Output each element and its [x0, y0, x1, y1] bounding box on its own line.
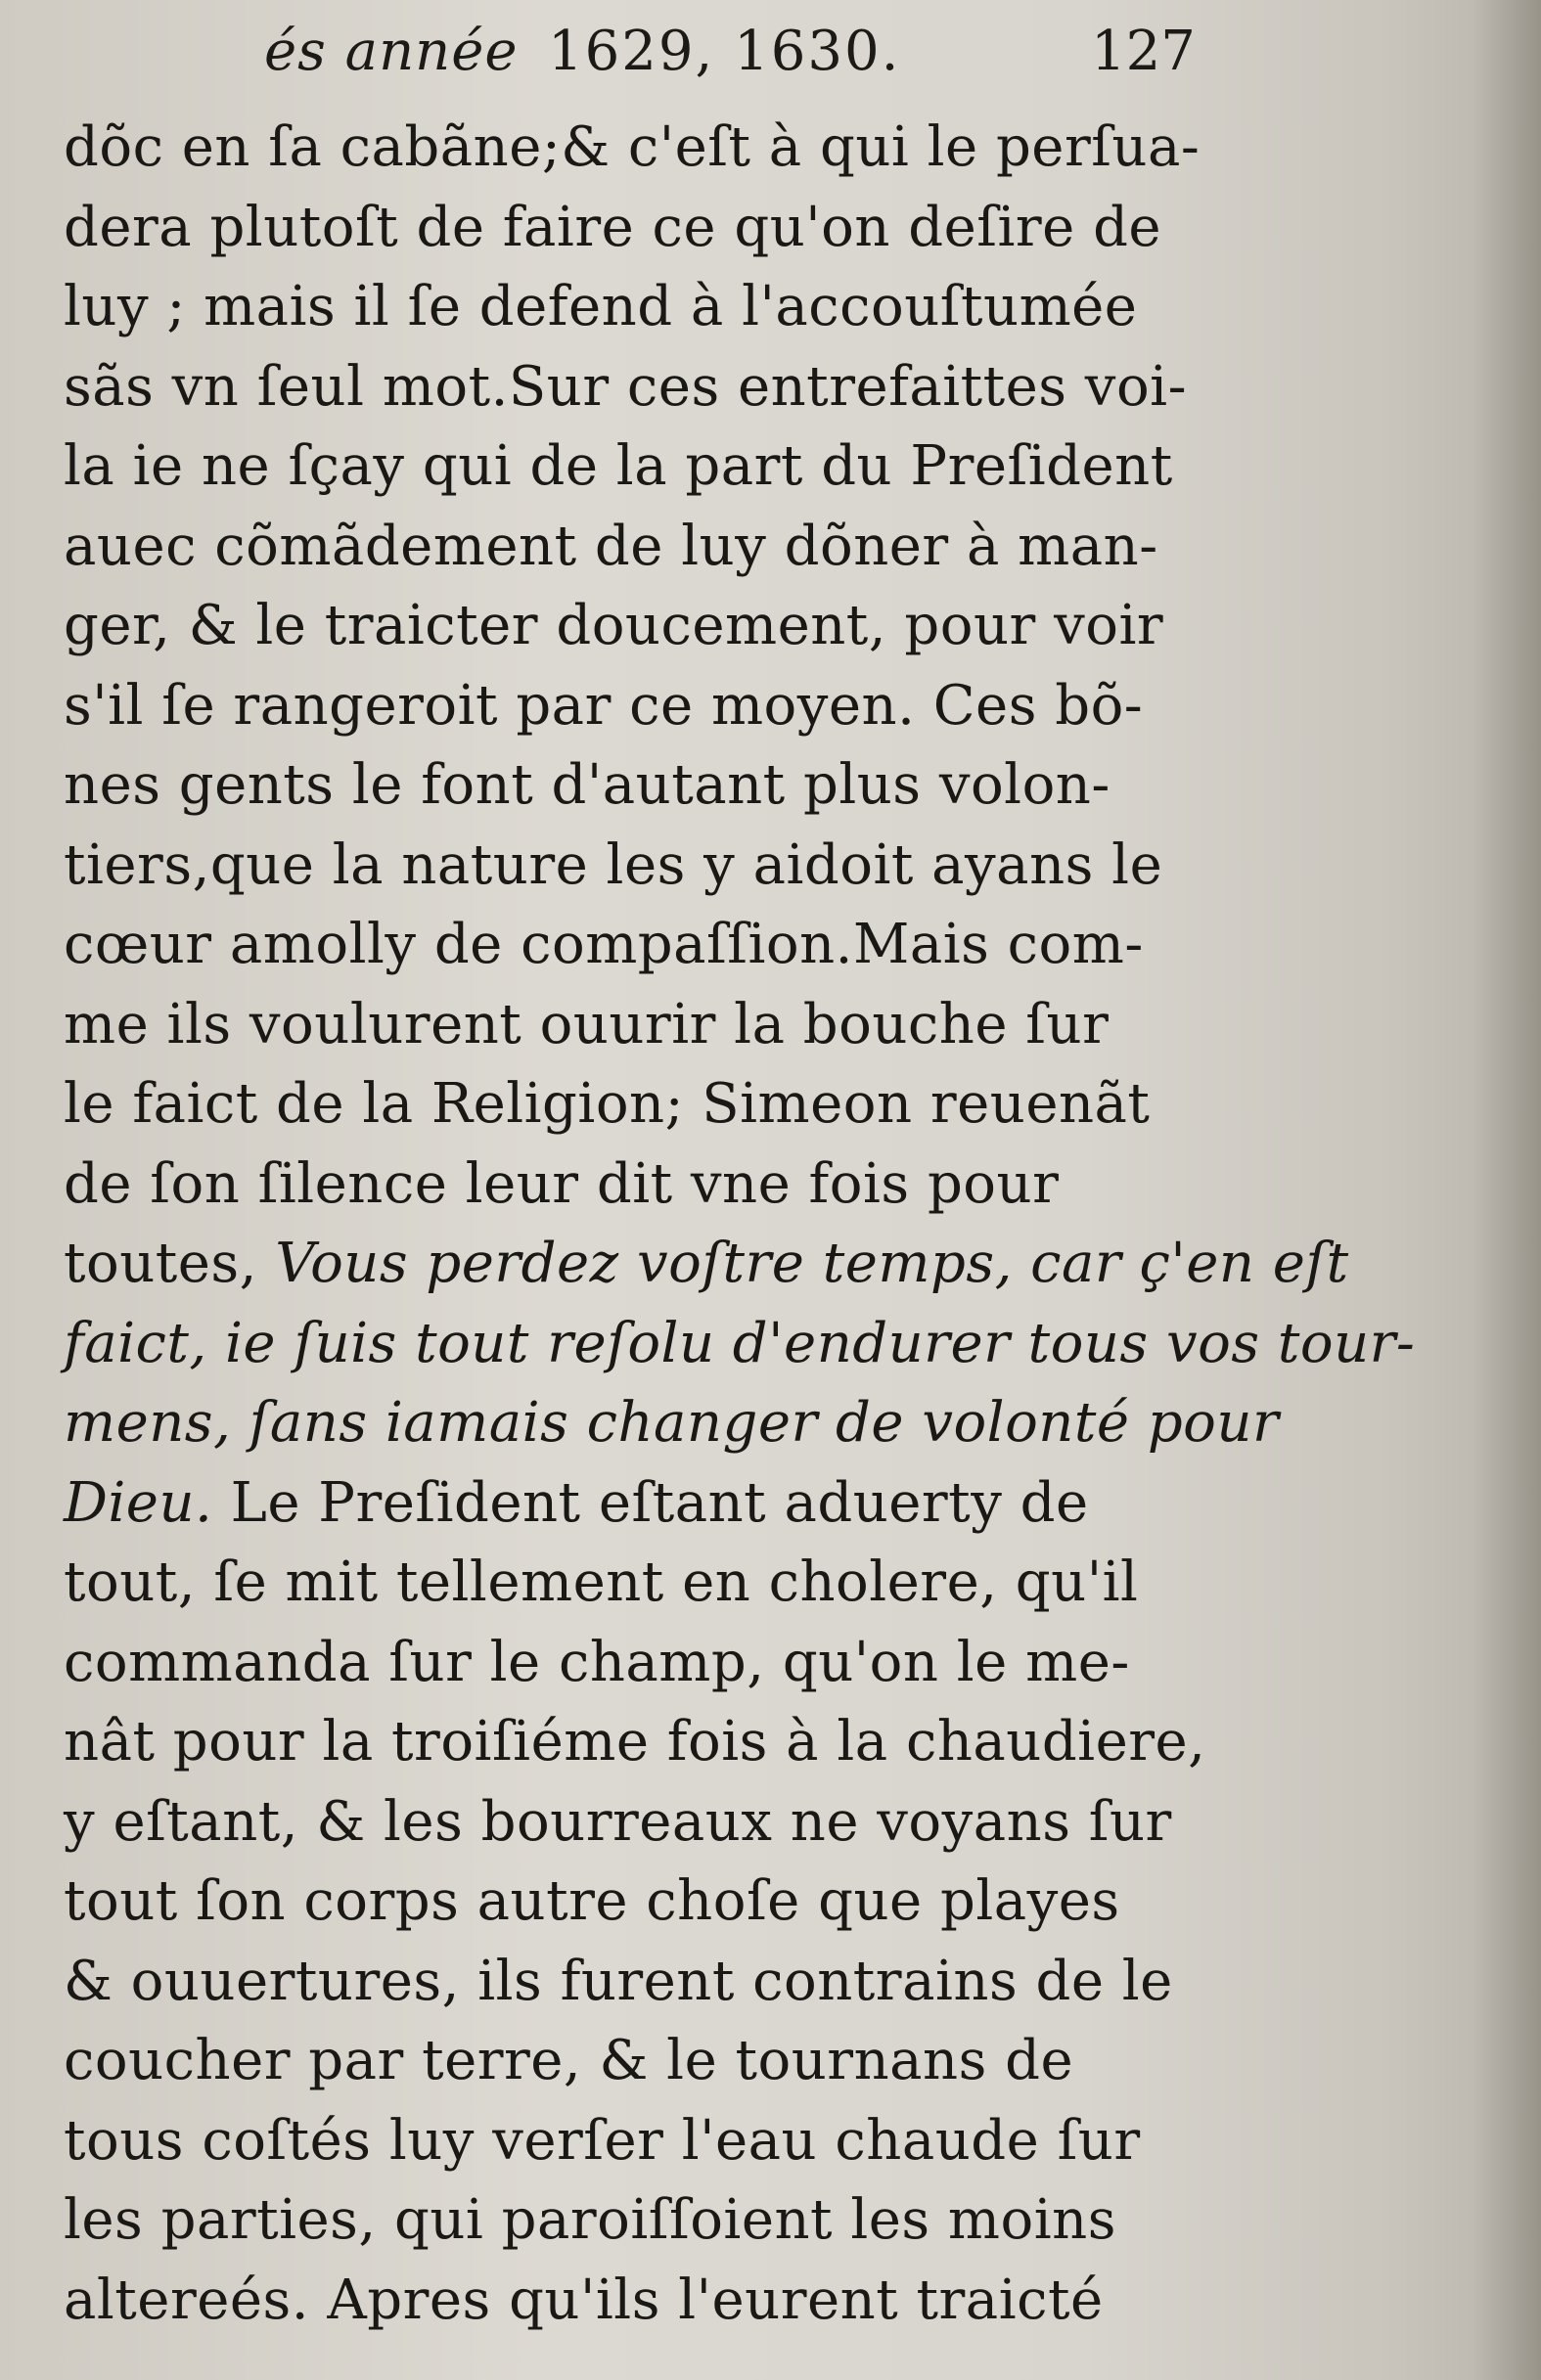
text-segment: cœur amolly de compaſſion.Mais com-: [64, 913, 1144, 976]
text-segment: la ie ne ſçay qui de la part du Preſident: [64, 434, 1173, 498]
running-head: [264, 20, 1223, 108]
text-line: [64, 666, 1238, 746]
text-line: [64, 2261, 1238, 2341]
text-segment: luy ; mais il ſe defend à l'accouſtumée: [64, 275, 1138, 338]
text-line: [64, 507, 1238, 587]
body-text: [64, 108, 1416, 2340]
running-head-title: és année: [264, 20, 519, 83]
text-segment: commanda ſur le champ, qu'on le me-: [64, 1630, 1130, 1694]
text-line: [64, 745, 1238, 826]
text-line: [64, 586, 1238, 666]
text-segment: nât pour la troiſiéme fois à la chaudiere,: [64, 1710, 1206, 1774]
running-head-years: 1629, 1630.: [548, 20, 901, 83]
text-segment: coucher par terre, & le tournans de: [64, 2029, 1074, 2092]
text-line: [64, 427, 1238, 507]
text-segment: les parties, qui paroiſſoient les moins: [64, 2188, 1116, 2252]
italic-segment: mens, ſans iamais changer de volonté pour: [64, 1391, 1280, 1455]
text-segment: me ils voulurent ouurir la bouche ſur: [64, 992, 1110, 1056]
text-line: [64, 2180, 1238, 2261]
italic-segment: Dieu.: [64, 1470, 213, 1535]
text-segment: dõc en ſa cabãne;& c'eſt à qui le perſua-: [64, 115, 1201, 179]
text-segment: s'il ſe rangeroit par ce moyen. Ces bõ-: [64, 673, 1144, 738]
text-line: [64, 108, 1238, 188]
text-segment: dera plutoſt de faire ce qu'on deſire de: [64, 195, 1162, 259]
text-line: [64, 1702, 1238, 1782]
page-number: 127: [1091, 20, 1196, 83]
text-segment: le faict de la Religion; Simeon reuenãt: [64, 1072, 1151, 1136]
text-line: [64, 1064, 1238, 1145]
text-line: [64, 347, 1238, 427]
text-line: [64, 1862, 1238, 1942]
text-line: [64, 1145, 1238, 1225]
text-line: [64, 2101, 1238, 2181]
text-line: [64, 1782, 1238, 1863]
text-segment: nes gents le font d'autant plus volon-: [64, 753, 1110, 817]
text-line: [64, 1942, 1238, 2022]
text-segment: tout, ſe mit tellement en cholere, qu'il: [64, 1550, 1139, 1614]
text-segment: toutes,: [64, 1232, 276, 1295]
text-segment: tiers,que la nature les y aidoit ayans le: [64, 832, 1163, 897]
text-line: [64, 905, 1238, 985]
text-segment: Le Preſident eſtant aduerty de: [212, 1470, 1089, 1535]
text-segment: altereés. Apres qu'ils l'eurent traicté: [64, 2268, 1104, 2332]
text-line: [64, 826, 1238, 906]
text-line: [64, 1463, 1238, 1544]
text-line: [64, 1224, 1349, 1304]
text-segment: tout ſon corps autre choſe que playes: [64, 1869, 1120, 1933]
text-segment: & ouuertures, ils furent contrains de le: [64, 1949, 1173, 2013]
text-line: [64, 1623, 1238, 1703]
text-line: [64, 1543, 1238, 1623]
text-segment: ger, & le traicter doucement, pour voir: [64, 594, 1164, 657]
text-segment: sãs vn ſeul mot.Sur ces entrefaittes voi-: [64, 354, 1187, 419]
text-segment: y eſtant, & les bourreaux ne voyans ſur: [64, 1789, 1172, 1854]
text-line: [64, 267, 1238, 347]
italic-segment: Vous perdez voſtre temps, car ç'en eſt: [275, 1232, 1349, 1295]
text-line: [64, 1304, 1416, 1384]
text-segment: tous coſtés luy verſer l'eau chaude ſur: [64, 2108, 1141, 2173]
text-segment: de ſon ſilence leur dit vne fois pour: [64, 1151, 1060, 1216]
text-line: [64, 2021, 1238, 2101]
italic-segment: faict, ie ſuis tout reſolu d'endurer tous vos tour-: [64, 1311, 1416, 1375]
text-line: [64, 985, 1238, 1065]
text-line: [64, 1383, 1280, 1463]
text-line: [64, 188, 1238, 268]
text-segment: auec cõmãdement de luy dõner à man-: [64, 514, 1158, 578]
